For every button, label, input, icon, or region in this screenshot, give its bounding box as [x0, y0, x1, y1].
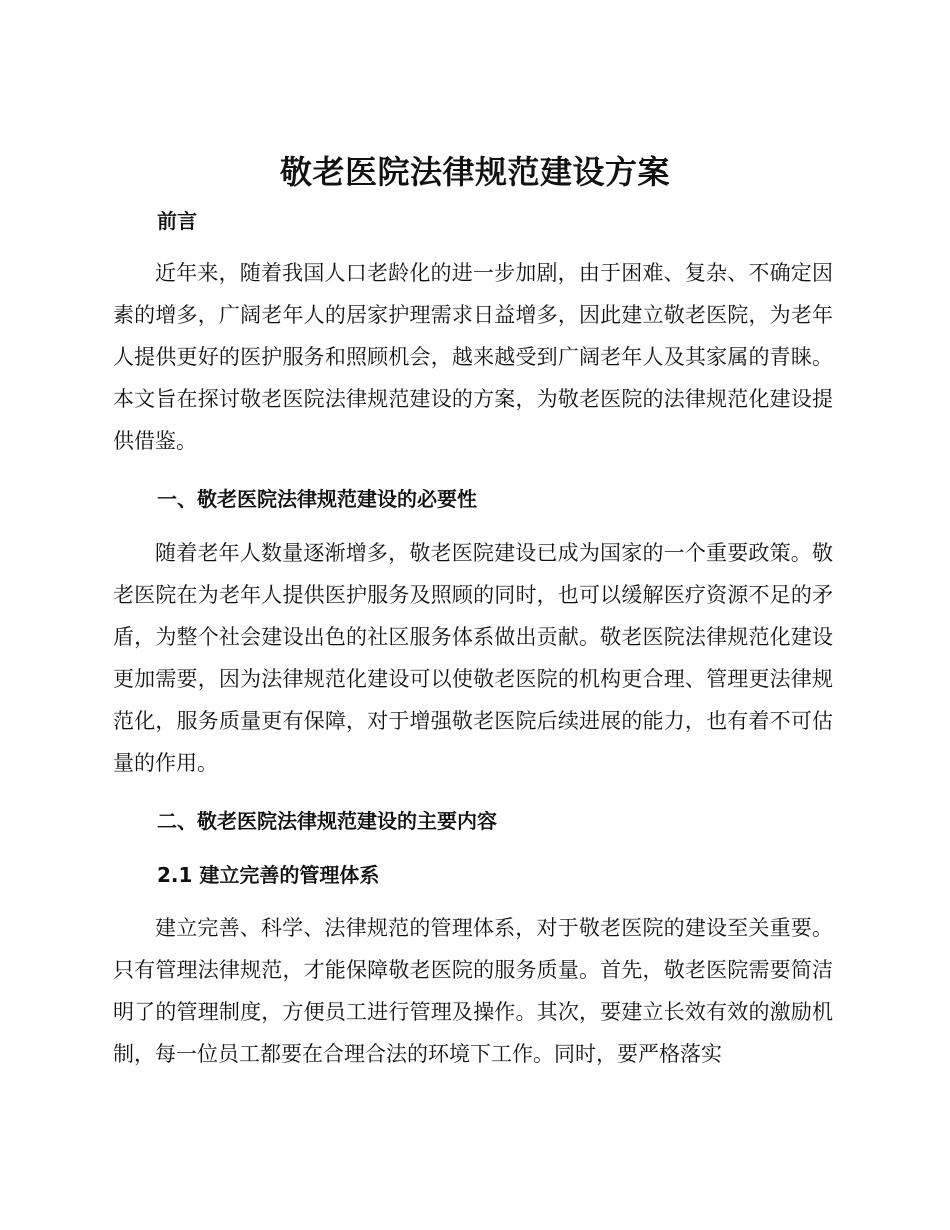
section-1-heading: 一、敬老医院法律规范建设的必要性 — [157, 487, 477, 511]
document-title: 敬老医院法律规范建设方案 — [279, 153, 670, 191]
preface-paragraph: 近年来，随着我国人口老龄化的进一步加剧，由于困难、复杂、不确定因素的增多，广阔老年人的居家护理需求日益增多，因此建立敬老医院，为老年人提供更好的医护服务和照顾机会，越来越受到广阔老年人及其家属的青睐。本文旨在探讨敬老医院法律规范建设的方案，为敬老医院的法律规范化建设提供借鉴。 — [113, 261, 833, 453]
section-2-heading: 二、敬老医院法律规范建设的主要内容 — [157, 809, 497, 833]
subsection-2-1-heading: 2.1 建立完善的管理体系 — [157, 863, 380, 887]
subsection-2-1-paragraph: 建立完善、科学、法律规范的管理体系，对于敬老医院的建设至关重要。只有管理法律规范，才能保障敬老医院的服务质量。首先，敬老医院需要简洁明了的管理制度，方便员工进行管理及操作。其次，要建立长效有效的激励机制，每一位员工都要在合理合法的环境下工作。同时，要严格落实 — [113, 916, 833, 1066]
section-1-paragraph: 随着老年人数量逐渐增多，敬老医院建设已成为国家的一个重要政策。敬老医院在为老年人提供医护服务及照顾的同时，也可以缓解医疗资源不足的矛盾，为整个社会建设出色的社区服务体系做出贡献。敬老医院法律规范化建设更加需要，因为法律规范化建设可以使敬老医院的机构更合理、管理更法律规范化，服务质量更有保障，对于增强敬老医院后续进展的能力，也有着不可估量的作用。 — [113, 541, 833, 775]
preface-heading: 前言 — [157, 209, 197, 233]
